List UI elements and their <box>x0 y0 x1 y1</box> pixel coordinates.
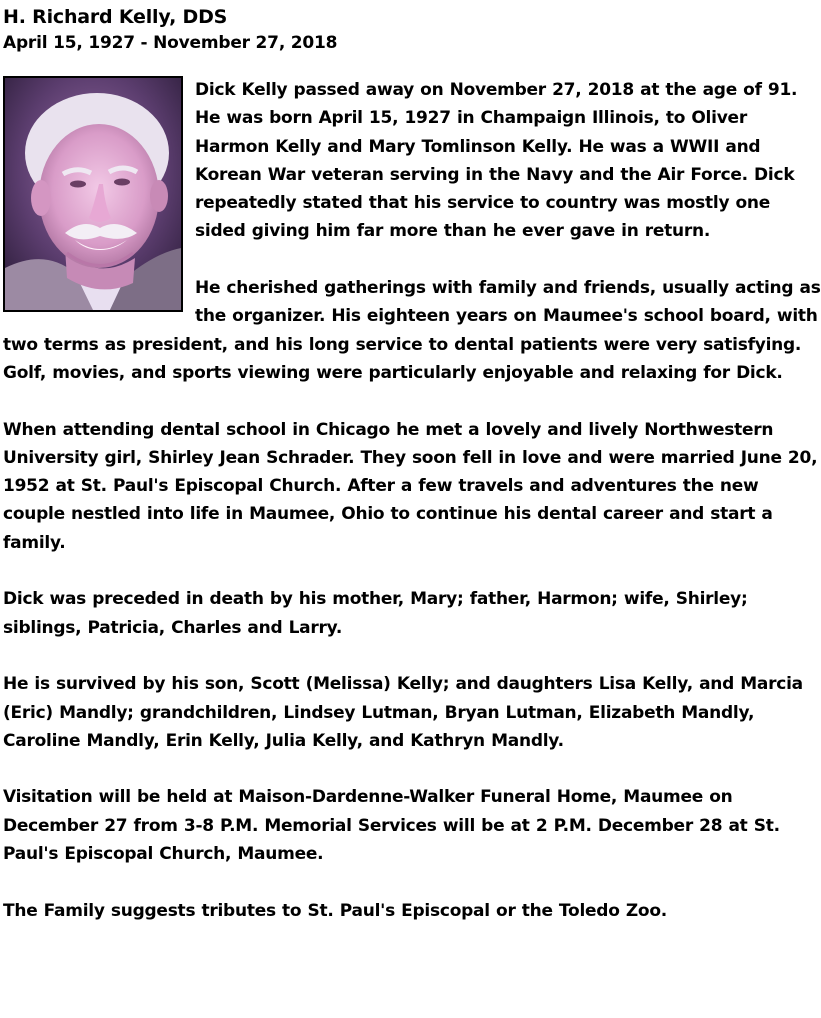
obituary-paragraph: Dick Kelly passed away on November 27, 2018 at the age of 91. He was born April 15, 1927 in Champaign Illinois, to Oliver Harmon Kelly and Mary Tomlinson Kelly. He was a WWII and Korean War veteran serving in the Navy and the Air Force. Dick repeatedly stated that his service to country was mostly one sided giving him far more than he ever gave in return. <box>195 80 798 242</box>
portrait-photo <box>3 76 183 312</box>
obituary-paragraph: Visitation will be held at Maison-Dardenne-Walker Funeral Home, Maumee on December 27 from 3-8 P.M. Memorial Services will be at 2 P.M. December 28 at St. Paul's Episcopal Church, Maumee. <box>3 787 780 865</box>
obituary-page <box>3 4 821 925</box>
obituary-paragraph: Dick was preceded in death by his mother, Mary; father, Harmon; wife, Shirley; siblings, Patricia, Charles and Larry. <box>3 589 748 638</box>
obituary-paragraph: He is survived by his son, Scott (Melissa) Kelly; and daughters Lisa Kelly, and Marcia (Eric) Mandly; grandchildren, Lindsey Lutman, Bryan Lutman, Elizabeth Mandly, Caroline Mandly, Erin Kelly, Julia Kelly, and Kathryn Mandly. <box>3 674 803 751</box>
obituary-dates: April 15, 1927 - November 27, 2018 <box>3 33 338 53</box>
obituary-paragraph: The Family suggests tributes to St. Paul's Episcopal or the Toledo Zoo. <box>3 900 667 921</box>
obituary-name: H. Richard Kelly, DDS <box>3 6 228 28</box>
obituary-paragraph: When attending dental school in Chicago he met a lovely and lively Northwestern University girl, Shirley Jean Schrader. They soon fell in love and were married June 20, 1952 at St. Paul's Episcopal Church. After a few travels and adventures the new couple nestled into life in Maumee, Ohio to continue his dental career and start a family. <box>3 419 818 553</box>
obituary-paragraph: He cherished gatherings with family and friends, usually acting as the organizer. His eighteen years on Maumee's school board, with two terms as president, and his long service to dental patients were very satisfying. Golf, movies, and sports viewing were particularly enjoyable and relaxing for Dick. <box>3 278 821 383</box>
portrait-icon <box>5 78 181 310</box>
